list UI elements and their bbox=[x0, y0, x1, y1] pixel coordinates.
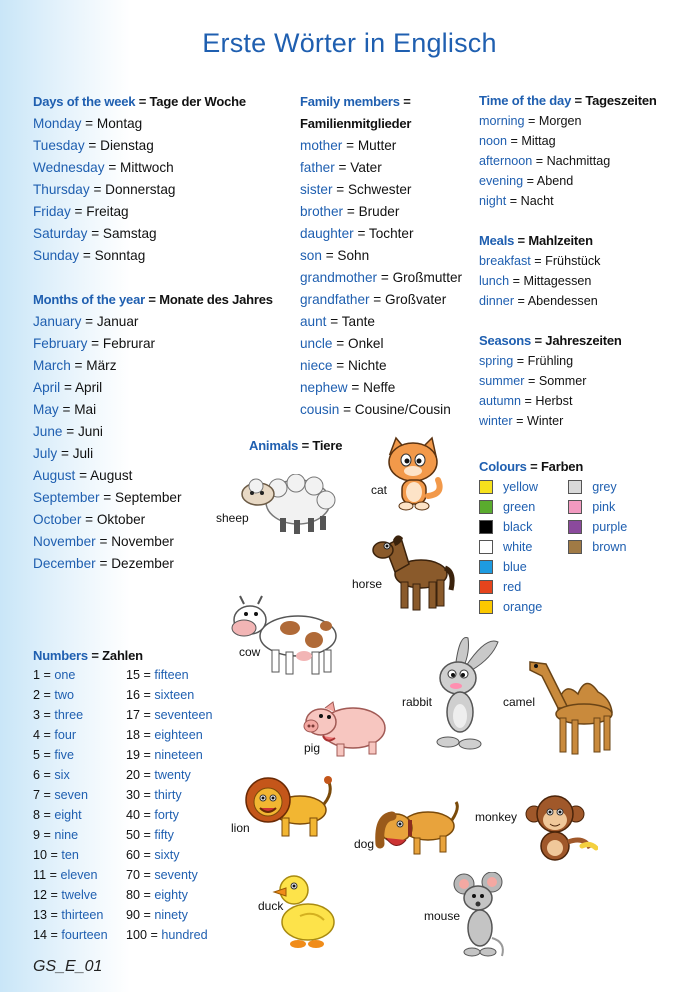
days-list bbox=[33, 113, 246, 267]
time-row-english: noon bbox=[479, 134, 508, 148]
day-row-english: Tuesday bbox=[33, 138, 85, 153]
season-row-english: winter bbox=[479, 414, 513, 428]
camel-label: camel bbox=[503, 695, 536, 709]
day-row: Friday = Freitag bbox=[33, 204, 129, 219]
colour-row bbox=[479, 597, 542, 617]
horse-illustration bbox=[371, 532, 455, 616]
number-row: 40 = forty bbox=[126, 808, 179, 822]
number-word: ninety bbox=[154, 908, 188, 922]
colour-name: orange bbox=[503, 600, 543, 614]
month-row-german: Mai bbox=[74, 402, 97, 417]
time-row: noon = Mittag bbox=[479, 134, 556, 148]
family-row-german: Vater bbox=[350, 160, 382, 175]
number-row: 12 = twelve bbox=[33, 888, 98, 902]
family-row-english: grandfather bbox=[300, 292, 370, 307]
number-row: 9 = nine bbox=[33, 828, 79, 842]
number-word: seventeen bbox=[154, 708, 213, 722]
number-row: 13 = thirteen bbox=[33, 908, 104, 922]
cow-illustration bbox=[228, 594, 342, 678]
number-word: ten bbox=[61, 848, 79, 862]
meal-row-english: lunch bbox=[479, 274, 510, 288]
family-row: son = Sohn bbox=[300, 248, 370, 263]
day-row: Wednesday = Mittwoch bbox=[33, 160, 174, 175]
family-heading: Family members = Familienmitglieder bbox=[300, 94, 412, 131]
family-row-english: grandmother bbox=[300, 270, 378, 285]
colour-swatch bbox=[479, 500, 493, 514]
family-row-english: sister bbox=[300, 182, 333, 197]
day-row-german: Mittwoch bbox=[120, 160, 174, 175]
monkey-label: monkey bbox=[475, 810, 518, 824]
colour-row bbox=[479, 517, 542, 537]
time-row-german: Morgen bbox=[538, 114, 582, 128]
family-row: grandfather = Großvater bbox=[300, 292, 447, 307]
number-row: 5 = five bbox=[33, 748, 74, 762]
camel-illustration bbox=[524, 658, 618, 760]
month-row-english: September bbox=[33, 490, 100, 505]
number-digit: 2 bbox=[33, 688, 41, 702]
month-row-german: November bbox=[111, 534, 174, 549]
colour-name: pink bbox=[592, 500, 616, 514]
month-row-english: June bbox=[33, 424, 63, 439]
number-row: 10 = ten bbox=[33, 848, 79, 862]
sheep-illustration bbox=[238, 474, 336, 536]
number-row: 11 = eleven bbox=[33, 868, 98, 882]
number-digit: 17 bbox=[126, 708, 141, 722]
month-row-english: January bbox=[33, 314, 82, 329]
time-row-english: evening bbox=[479, 174, 524, 188]
family-row-german: Großvater bbox=[385, 292, 447, 307]
family-row: niece = Nichte bbox=[300, 358, 387, 373]
colour-name: black bbox=[503, 520, 533, 534]
cow-label: cow bbox=[239, 645, 261, 659]
number-word: one bbox=[54, 668, 76, 682]
colour-row bbox=[568, 537, 627, 557]
colour-row bbox=[479, 537, 542, 557]
number-row: 15 = fifteen bbox=[126, 668, 189, 682]
family-row-german: Großmutter bbox=[392, 270, 463, 285]
colour-row bbox=[479, 577, 542, 597]
family-row-english: aunt bbox=[300, 314, 327, 329]
number-word: eighteen bbox=[154, 728, 203, 742]
meals-list bbox=[479, 251, 600, 311]
colour-row bbox=[568, 497, 627, 517]
number-word: twenty bbox=[154, 768, 191, 782]
number-word: eight bbox=[54, 808, 82, 822]
time-heading: Time of the day = Tageszeiten bbox=[479, 93, 657, 108]
seasons-section bbox=[479, 331, 622, 431]
family-row-english: brother bbox=[300, 204, 344, 219]
month-row-german: Juni bbox=[77, 424, 103, 439]
number-row: 2 = two bbox=[33, 688, 74, 702]
family-row: nephew = Neffe bbox=[300, 380, 396, 395]
colour-swatch bbox=[479, 480, 493, 494]
colour-row bbox=[568, 477, 627, 497]
family-row: sister = Schwester bbox=[300, 182, 412, 197]
colours-right-list bbox=[568, 477, 627, 617]
season-row-english: summer bbox=[479, 374, 525, 388]
time-row-german: Nacht bbox=[520, 194, 554, 208]
meal-row-english: breakfast bbox=[479, 254, 531, 268]
dog-illustration bbox=[374, 798, 460, 860]
day-row: Saturday = Samstag bbox=[33, 226, 157, 241]
number-digit: 20 bbox=[126, 768, 141, 782]
family-row: grandmother = Großmutter bbox=[300, 270, 463, 285]
number-word: fifteen bbox=[154, 668, 189, 682]
number-digit: 13 bbox=[33, 908, 48, 922]
number-digit: 15 bbox=[126, 668, 141, 682]
family-row: daughter = Tochter bbox=[300, 226, 414, 241]
family-row: father = Vater bbox=[300, 160, 382, 175]
day-row: Thursday = Donnerstag bbox=[33, 182, 176, 197]
month-row-german: Januar bbox=[96, 314, 139, 329]
month-row: May = Mai bbox=[33, 402, 97, 417]
month-row: March = März bbox=[33, 358, 117, 373]
colour-name: blue bbox=[503, 560, 527, 574]
month-row-german: Dezember bbox=[111, 556, 174, 571]
month-row: January = Januar bbox=[33, 314, 139, 329]
family-row-german: Sohn bbox=[337, 248, 370, 263]
month-row-english: February bbox=[33, 336, 88, 351]
season-row-english: spring bbox=[479, 354, 514, 368]
number-row: 1 = one bbox=[33, 668, 76, 682]
number-row: 70 = seventy bbox=[126, 868, 198, 882]
colour-name: yellow bbox=[503, 480, 538, 494]
month-row-english: October bbox=[33, 512, 82, 527]
number-digit: 50 bbox=[126, 828, 141, 842]
day-row-english: Saturday bbox=[33, 226, 88, 241]
time-section bbox=[479, 91, 657, 211]
family-section bbox=[300, 91, 462, 421]
colours-left-list bbox=[479, 477, 542, 617]
colour-name: grey bbox=[592, 480, 617, 494]
month-row-english: July bbox=[33, 446, 58, 461]
colour-swatch bbox=[479, 560, 493, 574]
lion-label: lion bbox=[231, 821, 250, 835]
number-row: 50 = fifty bbox=[126, 828, 174, 842]
family-row-english: daughter bbox=[300, 226, 354, 241]
day-row: Sunday = Sonntag bbox=[33, 248, 146, 263]
number-word: fourteen bbox=[61, 928, 108, 942]
family-row-german: Neffe bbox=[363, 380, 396, 395]
colour-swatch bbox=[568, 500, 582, 514]
colour-row bbox=[479, 497, 542, 517]
meals-section bbox=[479, 231, 600, 311]
month-row-german: August bbox=[90, 468, 133, 483]
season-row-english: autumn bbox=[479, 394, 522, 408]
numbers-column-2 bbox=[126, 665, 213, 945]
month-row-german: Februrar bbox=[102, 336, 156, 351]
time-row-english: morning bbox=[479, 114, 525, 128]
months-section bbox=[33, 289, 273, 575]
seasons-heading: Seasons = Jahreszeiten bbox=[479, 333, 622, 348]
colour-swatch bbox=[568, 540, 582, 554]
month-row-english: April bbox=[33, 380, 61, 395]
number-row: 16 = sixteen bbox=[126, 688, 195, 702]
rabbit-illustration bbox=[430, 632, 502, 752]
number-word: five bbox=[54, 748, 74, 762]
cat-label: cat bbox=[371, 483, 388, 497]
season-row: autumn = Herbst bbox=[479, 394, 573, 408]
colour-swatch bbox=[479, 520, 493, 534]
number-row: 14 = fourteen bbox=[33, 928, 108, 942]
month-row: February = Februrar bbox=[33, 336, 156, 351]
number-word: two bbox=[54, 688, 74, 702]
number-row: 80 = eighty bbox=[126, 888, 188, 902]
family-row-english: son bbox=[300, 248, 322, 263]
colours-section bbox=[479, 457, 627, 617]
month-row: April = April bbox=[33, 380, 103, 395]
family-row-german: Onkel bbox=[348, 336, 384, 351]
number-digit: 7 bbox=[33, 788, 41, 802]
month-row-german: März bbox=[86, 358, 117, 373]
rabbit-label: rabbit bbox=[402, 695, 433, 709]
day-row-german: Sonntag bbox=[94, 248, 146, 263]
month-row: October = Oktober bbox=[33, 512, 146, 527]
number-word: four bbox=[54, 728, 77, 742]
colour-name: purple bbox=[592, 520, 628, 534]
colour-name: red bbox=[503, 580, 522, 594]
family-list bbox=[300, 135, 462, 421]
number-digit: 30 bbox=[126, 788, 141, 802]
meal-row: breakfast = Frühstück bbox=[479, 254, 601, 268]
number-word: three bbox=[54, 708, 84, 722]
family-row-english: nephew bbox=[300, 380, 348, 395]
family-row-german: Cousine/Cousin bbox=[354, 402, 451, 417]
number-word: fifty bbox=[154, 828, 174, 842]
meals-heading: Meals = Mahlzeiten bbox=[479, 233, 593, 248]
month-row-english: December bbox=[33, 556, 96, 571]
monkey-illustration bbox=[520, 792, 598, 866]
meal-row: dinner = Abendessen bbox=[479, 294, 598, 308]
family-row-german: Nichte bbox=[348, 358, 387, 373]
number-row: 3 = three bbox=[33, 708, 84, 722]
day-row-english: Friday bbox=[33, 204, 71, 219]
time-row-german: Mittag bbox=[521, 134, 556, 148]
colour-row bbox=[479, 557, 542, 577]
days-section bbox=[33, 91, 246, 267]
colour-swatch bbox=[568, 520, 582, 534]
number-word: forty bbox=[154, 808, 179, 822]
time-row: afternoon = Nachmittag bbox=[479, 154, 611, 168]
months-heading: Months of the year = Monate des Jahres bbox=[33, 292, 273, 307]
number-row: 60 = sixty bbox=[126, 848, 180, 862]
family-row-english: cousin bbox=[300, 402, 340, 417]
month-row: July = Juli bbox=[33, 446, 94, 461]
family-row-german: Tante bbox=[341, 314, 375, 329]
season-row-german: Frühling bbox=[527, 354, 574, 368]
number-row: 90 = ninety bbox=[126, 908, 188, 922]
family-row: brother = Bruder bbox=[300, 204, 400, 219]
colour-row bbox=[568, 517, 627, 537]
season-row-german: Herbst bbox=[535, 394, 573, 408]
colour-swatch bbox=[479, 600, 493, 614]
time-row: evening = Abend bbox=[479, 174, 574, 188]
number-row: 100 = hundred bbox=[126, 928, 208, 942]
family-row: mother = Mutter bbox=[300, 138, 397, 153]
colour-name: green bbox=[503, 500, 536, 514]
day-row-german: Freitag bbox=[86, 204, 129, 219]
number-row: 7 = seven bbox=[33, 788, 88, 802]
number-row: 4 = four bbox=[33, 728, 77, 742]
number-row: 18 = eighteen bbox=[126, 728, 203, 742]
number-row: 17 = seventeen bbox=[126, 708, 213, 722]
time-row: morning = Morgen bbox=[479, 114, 582, 128]
colour-swatch bbox=[568, 480, 582, 494]
family-row: uncle = Onkel bbox=[300, 336, 384, 351]
colour-name: white bbox=[503, 540, 533, 554]
duck-label: duck bbox=[258, 899, 284, 913]
animals-heading: Animals = Tiere bbox=[249, 438, 343, 453]
number-row: 20 = twenty bbox=[126, 768, 191, 782]
months-list bbox=[33, 311, 273, 575]
number-digit: 3 bbox=[33, 708, 41, 722]
month-row-english: November bbox=[33, 534, 96, 549]
month-row: September = September bbox=[33, 490, 182, 505]
time-row-german: Abend bbox=[536, 174, 574, 188]
month-row-english: August bbox=[33, 468, 76, 483]
number-digit: 14 bbox=[33, 928, 48, 942]
family-row-german: Schwester bbox=[347, 182, 412, 197]
family-row-english: father bbox=[300, 160, 335, 175]
lion-illustration bbox=[244, 772, 332, 842]
month-row-german: Oktober bbox=[96, 512, 146, 527]
days-heading: Days of the week = Tage der Woche bbox=[33, 94, 246, 109]
number-digit: 18 bbox=[126, 728, 141, 742]
number-digit: 11 bbox=[33, 868, 47, 882]
meal-row-german: Mittagessen bbox=[523, 274, 592, 288]
number-digit: 100 bbox=[126, 928, 148, 942]
number-word: six bbox=[54, 768, 70, 782]
number-word: twelve bbox=[61, 888, 98, 902]
dog-label: dog bbox=[354, 837, 375, 851]
time-row-german: Nachmittag bbox=[546, 154, 611, 168]
number-word: sixty bbox=[154, 848, 180, 862]
page-title: Erste Wörter in Englisch bbox=[202, 28, 497, 58]
day-row-english: Wednesday bbox=[33, 160, 105, 175]
number-digit: 1 bbox=[33, 668, 41, 682]
colour-swatch bbox=[479, 540, 493, 554]
day-row: Monday = Montag bbox=[33, 116, 143, 131]
family-row-german: Mutter bbox=[357, 138, 397, 153]
mouse-label: mouse bbox=[424, 909, 461, 923]
month-row-english: May bbox=[33, 402, 59, 417]
seasons-list bbox=[479, 351, 622, 431]
season-row: winter = Winter bbox=[479, 414, 564, 428]
number-word: nineteen bbox=[154, 748, 203, 762]
pig-label: pig bbox=[304, 741, 321, 755]
day-row-english: Monday bbox=[33, 116, 82, 131]
horse-label: horse bbox=[352, 577, 383, 591]
number-digit: 4 bbox=[33, 728, 41, 742]
number-word: nine bbox=[54, 828, 79, 842]
meal-row-english: dinner bbox=[479, 294, 515, 308]
footer-code: GS_E_01 bbox=[33, 958, 103, 975]
number-row: 8 = eight bbox=[33, 808, 82, 822]
number-digit: 16 bbox=[126, 688, 141, 702]
month-row-german: Juli bbox=[72, 446, 94, 461]
number-word: thirty bbox=[154, 788, 182, 802]
number-digit: 19 bbox=[126, 748, 141, 762]
season-row-german: Sommer bbox=[538, 374, 587, 388]
mouse-illustration bbox=[452, 872, 508, 958]
month-row-german: September bbox=[115, 490, 182, 505]
family-row-english: mother bbox=[300, 138, 343, 153]
season-row: summer = Sommer bbox=[479, 374, 587, 388]
cat-illustration bbox=[382, 436, 446, 512]
day-row-german: Donnerstag bbox=[105, 182, 176, 197]
day-row: Tuesday = Dienstag bbox=[33, 138, 154, 153]
meal-row-german: Frühstück bbox=[545, 254, 601, 268]
colours-heading: Colours = Farben bbox=[479, 459, 584, 474]
colour-name: brown bbox=[592, 540, 627, 554]
number-row: 19 = nineteen bbox=[126, 748, 203, 762]
sheep-label: sheep bbox=[216, 511, 249, 525]
month-row-english: March bbox=[33, 358, 71, 373]
number-digit: 40 bbox=[126, 808, 141, 822]
number-word: eleven bbox=[60, 868, 98, 882]
number-word: eighty bbox=[154, 888, 188, 902]
family-row-english: uncle bbox=[300, 336, 333, 351]
month-row: November = November bbox=[33, 534, 174, 549]
colour-row bbox=[479, 477, 542, 497]
time-row-english: night bbox=[479, 194, 507, 208]
number-digit: 60 bbox=[126, 848, 141, 862]
family-row: cousin = Cousine/Cousin bbox=[300, 402, 451, 417]
numbers-column-1 bbox=[33, 665, 108, 945]
number-word: hundred bbox=[161, 928, 208, 942]
time-row-english: afternoon bbox=[479, 154, 533, 168]
day-row-english: Thursday bbox=[33, 182, 90, 197]
meal-row-german: Abendessen bbox=[527, 294, 598, 308]
month-row: December = Dezember bbox=[33, 556, 174, 571]
season-row: spring = Frühling bbox=[479, 354, 574, 368]
numbers-heading: Numbers = Zahlen bbox=[33, 648, 143, 663]
number-digit: 12 bbox=[33, 888, 48, 902]
day-row-english: Sunday bbox=[33, 248, 80, 263]
time-list bbox=[479, 111, 657, 211]
day-row-german: Dienstag bbox=[100, 138, 154, 153]
number-digit: 80 bbox=[126, 888, 141, 902]
family-row-english: niece bbox=[300, 358, 333, 373]
number-word: thirteen bbox=[61, 908, 104, 922]
family-row-german: Bruder bbox=[358, 204, 400, 219]
number-row: 6 = six bbox=[33, 768, 70, 782]
number-digit: 8 bbox=[33, 808, 41, 822]
number-digit: 9 bbox=[33, 828, 41, 842]
meal-row: lunch = Mittagessen bbox=[479, 274, 592, 288]
family-row: aunt = Tante bbox=[300, 314, 375, 329]
time-row: night = Nacht bbox=[479, 194, 554, 208]
season-row-german: Winter bbox=[526, 414, 564, 428]
day-row-german: Montag bbox=[96, 116, 143, 131]
month-row-german: April bbox=[74, 380, 103, 395]
number-word: seven bbox=[54, 788, 88, 802]
number-row: 30 = thirty bbox=[126, 788, 182, 802]
month-row: August = August bbox=[33, 468, 133, 483]
family-row-german: Tochter bbox=[368, 226, 414, 241]
number-word: sixteen bbox=[154, 688, 195, 702]
number-digit: 6 bbox=[33, 768, 41, 782]
number-digit: 90 bbox=[126, 908, 141, 922]
day-row-german: Samstag bbox=[102, 226, 157, 241]
month-row: June = Juni bbox=[33, 424, 103, 439]
number-digit: 70 bbox=[126, 868, 141, 882]
number-digit: 5 bbox=[33, 748, 41, 762]
number-word: seventy bbox=[154, 868, 198, 882]
number-digit: 10 bbox=[33, 848, 48, 862]
colour-swatch bbox=[479, 580, 493, 594]
